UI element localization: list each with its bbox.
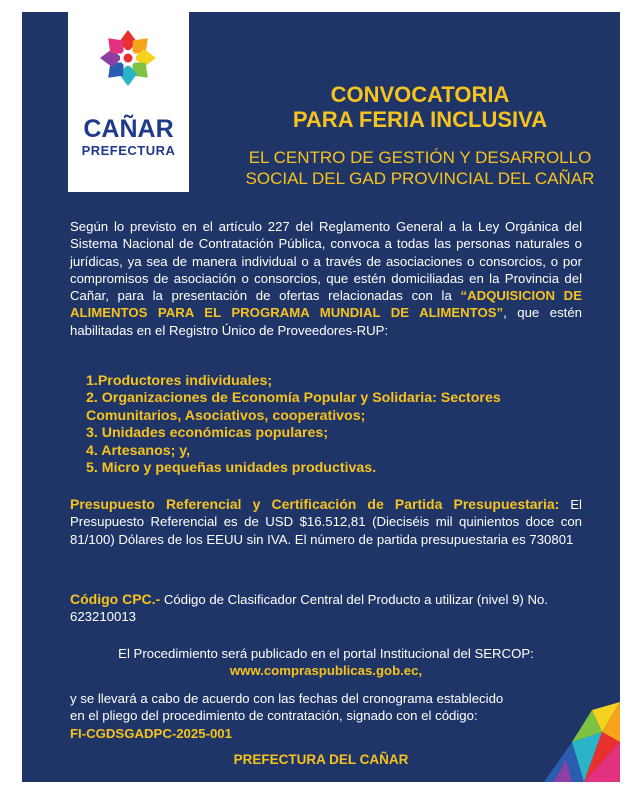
portal-text: El Procedimiento será publicado en el portal Institucional del SERCOP: [118,646,534,661]
title-line-1: CONVOCATORIA [330,82,510,107]
list-item: 1.Productores individuales; [86,373,273,389]
procurement-object: “ADQUISICION DE ALIMENTOS PARA EL PROGRAMA MUNDIAL DE ALIMENTOS” [70,288,582,321]
budget-paragraph [70,496,582,548]
cpc-label: Código CPC.- [70,591,161,607]
subtitle-line-2: SOCIAL DEL GAD PROVINCIAL DEL CAÑAR [245,169,595,188]
prefectura-logo-icon [98,26,158,86]
intro-text: Según lo previsto en el artículo 227 del Reglamento General a la Ley Orgánica del Sistema Nacional de Contratación Pública, convoca a todas las personas naturales o jurídicas, ya sea de manera individual o a través de asociaciones o consorcios, o por compromisos de asociación o consorcios, que estén domiciliadas en la Provincia del Cañar, para la presentación de ofertas relacionadas con la [70,219,582,304]
portal-url-link[interactable]: www.compraspublicas.gob.ec, [229,663,423,679]
budget-text: El Presupuesto Referencial es de USD $16.512,81 (Dieciséis mil quinientos doce con 81/100) Dólares de los EEUU sin IVA. El número de partida presupuestaria es 730801 [70,497,582,547]
intro-paragraph [70,218,582,339]
schedule-paragraph [70,690,582,742]
intro-text-end: , que estén habilitadas en el Registro Único de Proveedores-RUP: [70,305,582,338]
footer-signature: PREFECTURA DEL CAÑAR [233,752,409,767]
list-item: 4. Artesanos; y, [86,442,191,459]
list-item: 5. Micro y pequeñas unidades productivas. [86,460,377,477]
cpc-text: Código de Clasificador Central del Producto a utilizar (nivel 9) No. 623210013 [70,592,548,625]
schedule-text-1: y se llevará a cabo de acuerdo con las fechas del cronograma establecido [70,691,504,706]
title-line-2: PARA FERIA INCLUSIVA [292,107,548,132]
procedure-code: FI-CGDSGADPC-2025-001 [70,725,232,741]
schedule-text-2: en el pliego del procedimiento de contratación, signado con el código: [70,708,478,724]
decorative-mosaic-icon [532,702,620,782]
list-item: 3. Unidades económicas populares; [86,425,329,442]
budget-label: Presupuesto Referencial y Certificación de Partida Presupuestaria: [70,496,560,512]
eligible-participants-list [86,373,586,477]
subtitle-line-1: EL CENTRO DE GESTIÓN Y DESARROLLO [248,148,592,167]
cpc-paragraph [70,591,582,626]
logo-box [68,12,189,192]
logo-name: CAÑAR [83,115,174,143]
list-item: 2. Organizaciones de Economía Popular y Solidaria: Sectores Comunitarios, Asociativos, cooperativos; [86,390,501,424]
logo-subtitle: PREFECTURA [81,143,176,158]
portal-paragraph [70,645,582,680]
